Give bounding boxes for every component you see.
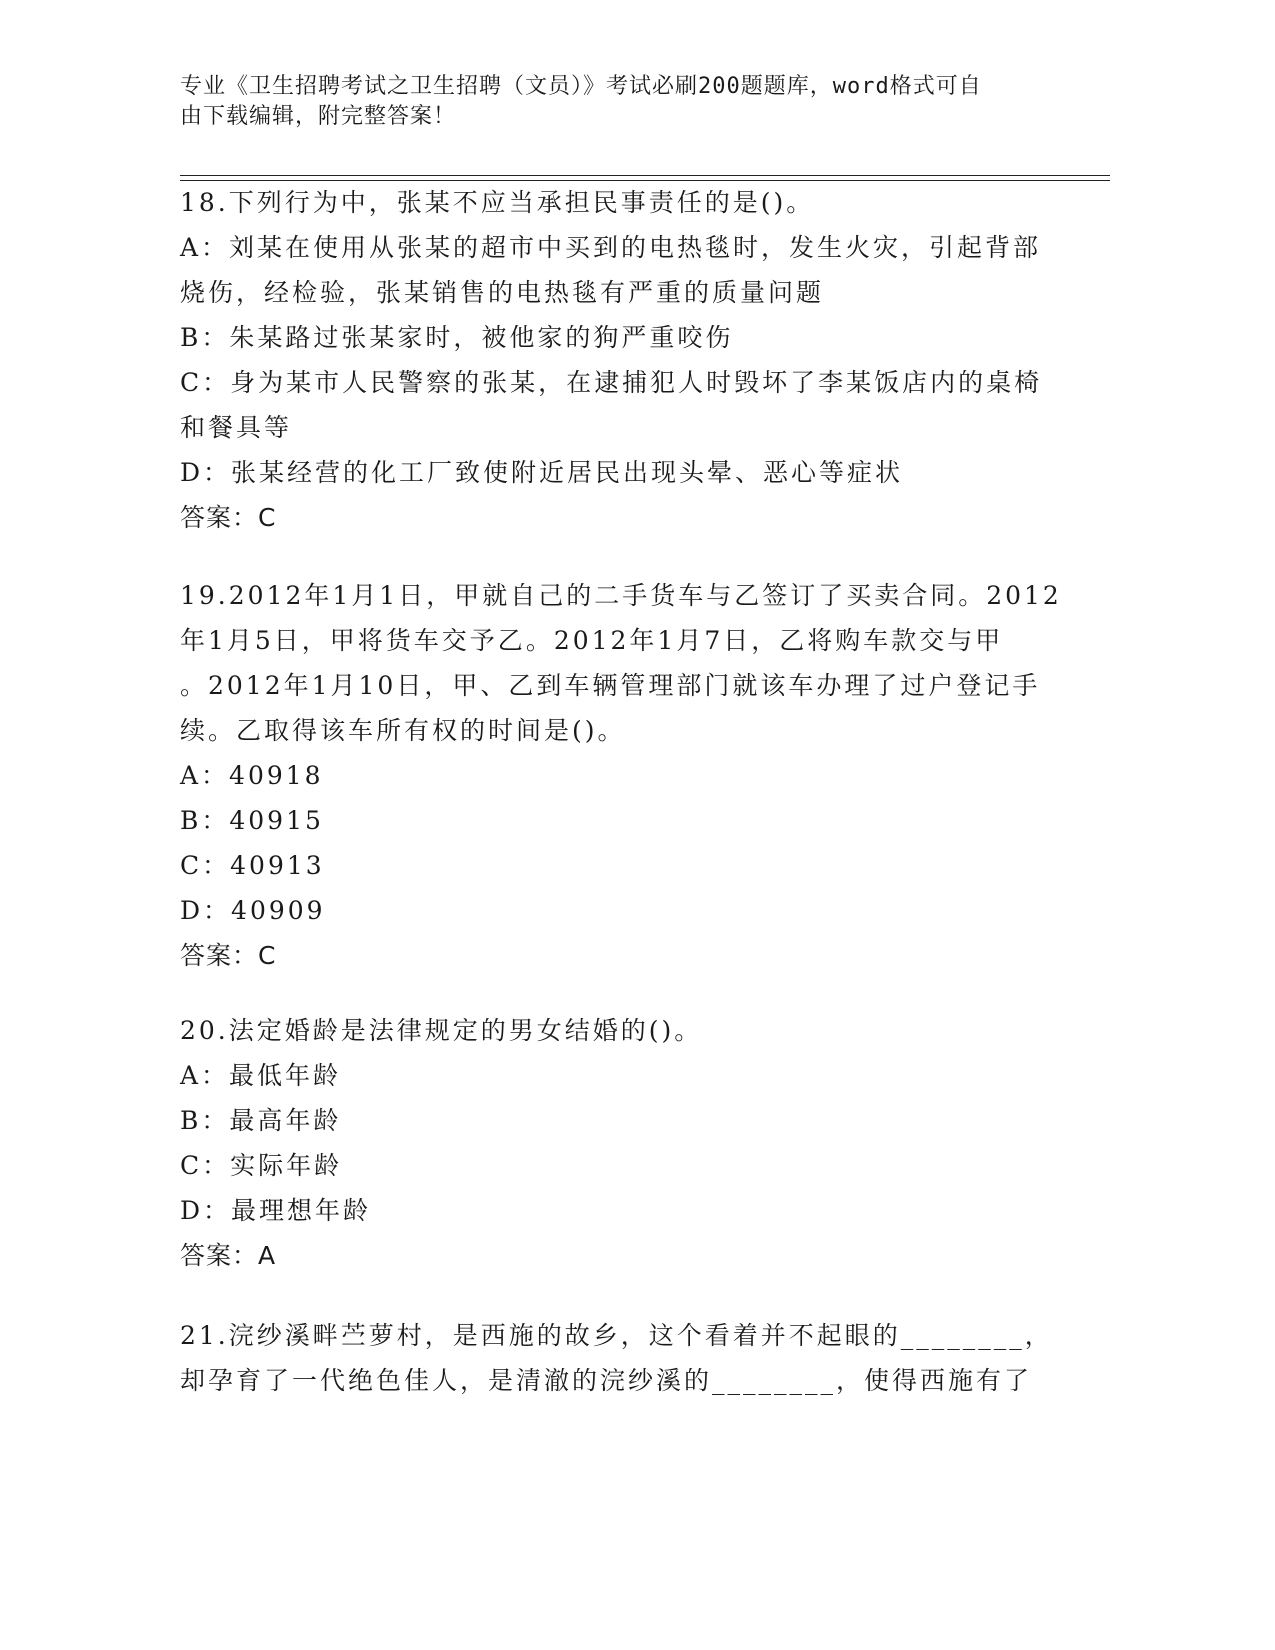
document-header (180, 72, 1060, 132)
question-stem: 20.法定婚龄是法律规定的男女结婚的()。 (180, 1016, 703, 1045)
option-c: C：身为某市人民警察的张某，在逮捕犯人时毁坏了李某饭店内的桌椅 (180, 368, 1043, 397)
option-c: C：实际年龄 (180, 1151, 343, 1180)
option-d: D：40909 (180, 896, 326, 925)
option-a: A：最低年龄 (180, 1061, 342, 1090)
option-b: B：40915 (180, 806, 324, 835)
option-d: D：张某经营的化工厂致使附近居民出现头晕、恶心等症状 (180, 458, 904, 487)
question-stem: 21.浣纱溪畔苎萝村，是西施的故乡，这个看着并不起眼的________， (180, 1321, 1053, 1350)
question-19 (180, 573, 1060, 978)
option-b: B：最高年龄 (180, 1106, 342, 1135)
question-stem-continued: 却孕育了一代绝色佳人，是清澈的浣纱溪的________，使得西施有了 (180, 1366, 1033, 1395)
answer: 答案：C (180, 503, 277, 532)
header-line: 专业《卫生招聘考试之卫生招聘（文员）》考试必刷200题题库，word格式可自 (180, 74, 982, 99)
header-divider-top (180, 175, 1110, 176)
option-a: A：刘某在使用从张某的超市中买到的电热毯时，发生火灾，引起背部 (180, 233, 1042, 262)
option-a: A：40918 (180, 761, 324, 790)
question-stem: 18.下列行为中，张某不应当承担民事责任的是()。 (180, 188, 815, 217)
option-d: D：最理想年龄 (180, 1196, 372, 1225)
header-line: 由下载编辑，附完整答案！ (180, 104, 457, 129)
answer: 答案：C (180, 941, 277, 970)
answer: 答案：A (180, 1241, 277, 1270)
option-a-continued: 烧伤，经检验，张某销售的电热毯有严重的质量问题 (180, 278, 825, 307)
option-c: C：40913 (180, 851, 325, 880)
question-stem-continued: 续。乙取得该车所有权的时间是()。 (180, 716, 626, 745)
question-21 (180, 1313, 1060, 1403)
question-stem-continued: 。2012年1月10日，甲、乙到车辆管理部门就该车办理了过户登记手 (180, 671, 1041, 700)
question-20 (180, 1008, 1060, 1278)
option-c-continued: 和餐具等 (180, 413, 293, 442)
question-stem-continued: 年1月5日，甲将货车交予乙。2012年1月7日，乙将购车款交与甲 (180, 626, 1004, 655)
option-b: B：朱某路过张某家时，被他家的狗严重咬伤 (180, 323, 734, 352)
question-18 (180, 180, 1060, 540)
question-stem: 19.2012年1月1日，甲就自己的二手货车与乙签订了买卖合同。2012 (180, 581, 1062, 610)
